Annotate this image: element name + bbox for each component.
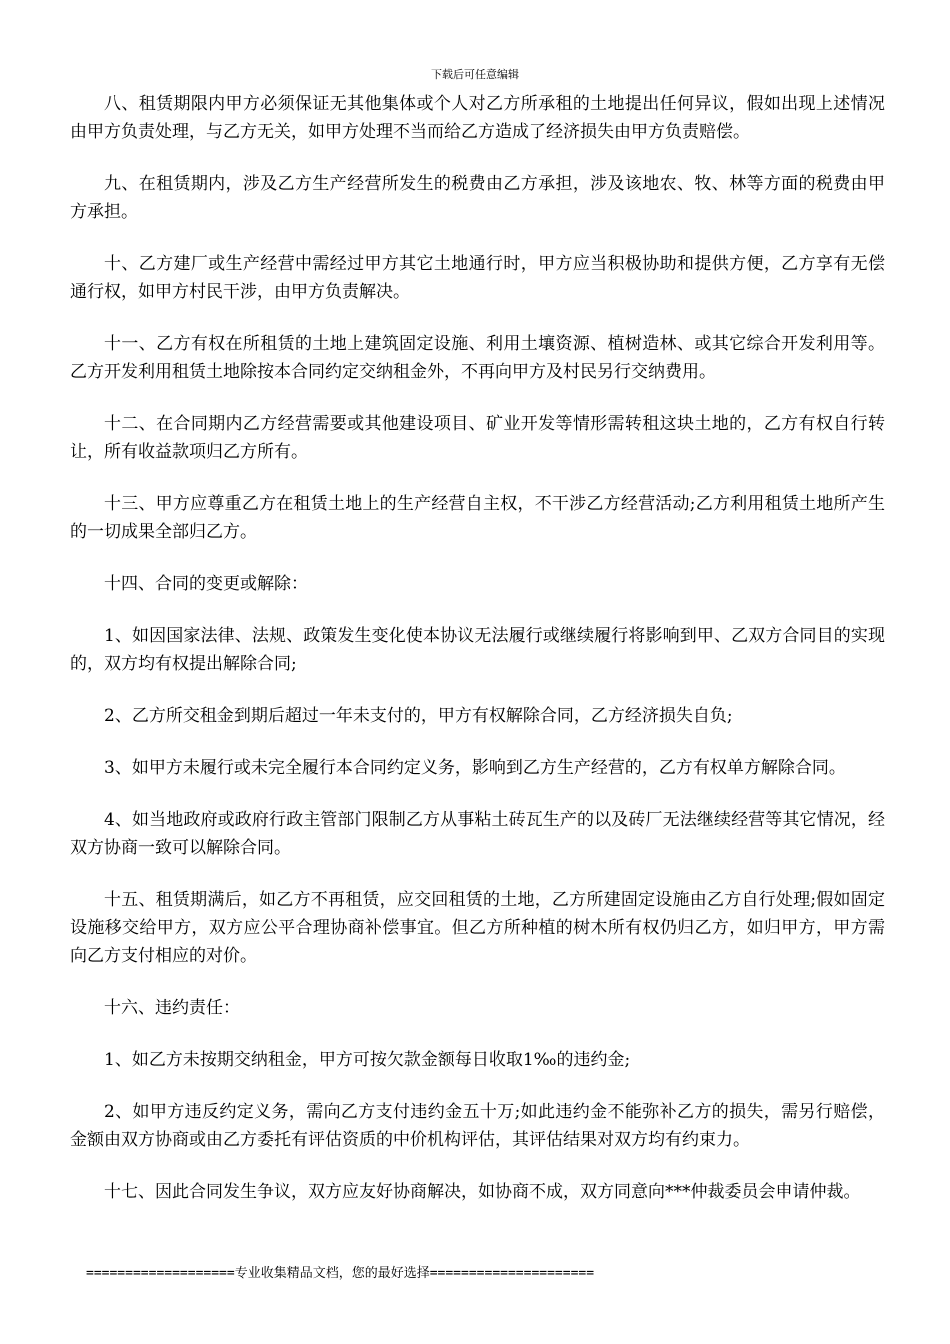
clause-16-heading: 十六、违约责任：	[104, 998, 240, 1018]
clause-14-item-3: 3、如甲方未履行或未完全履行本合同约定义务，影响到乙方生产经营的，乙方有权单方解除合同。	[104, 758, 846, 778]
clause-16-item-1: 1、如乙方未按期交纳租金，甲方可按欠款金额每日收取1‰的违约金;	[104, 1050, 631, 1070]
clause-17: 十七、因此合同发生争议，双方应友好协商解决，如协商不成，双方同意向***仲裁委员会申请仲裁。	[104, 1182, 861, 1202]
clause-14-item-2: 2、乙方所交租金到期后超过一年未支付的，甲方有权解除合同，乙方经济损失自负;	[104, 706, 733, 726]
page-header: 下载后可任意编辑	[431, 68, 519, 81]
clause-8: 八、租赁期限内甲方必须保证无其他集体或个人对乙方所承租的土地提出任何异议，假如出现上述情况由甲方负责处理，与乙方无关，如甲方处理不当而给乙方造成了经济损失由甲方负责赔偿。	[70, 94, 885, 142]
clause-14-heading: 十四、合同的变更或解除：	[104, 574, 308, 594]
clause-16-item-2: 2、如甲方违反约定义务，需向乙方支付违约金五十万;如此违约金不能弥补乙方的损失，需另行赔偿，金额由双方协商或由乙方委托有评估资质的中价机构评估，其评估结果对双方均有约束力。	[70, 1102, 885, 1150]
clause-11: 十一、乙方有权在所租赁的土地上建筑固定设施、利用土壤资源、植树造林、或其它综合开发利用等。乙方开发利用租赁土地除按本合同约定交纳租金外，不再向甲方及村民另行交纳费用。	[70, 334, 885, 382]
page-footer: ===================专业收集精品文档，您的最好选择=====================	[86, 1266, 595, 1281]
clause-9: 九、在租赁期内，涉及乙方生产经营所发生的税费由乙方承担，涉及该地农、牧、林等方面的税费由甲方承担。	[70, 174, 885, 222]
contract-body	[70, 90, 885, 1230]
clause-12: 十二、在合同期内乙方经营需要或其他建设项目、矿业开发等情形需转租这块土地的，乙方有权自行转让，所有收益款项归乙方所有。	[70, 414, 885, 462]
clause-14-item-4: 4、如当地政府或政府行政主管部门限制乙方从事粘土砖瓦生产的以及砖厂无法继续经营等其它情况，经双方协商一致可以解除合同。	[70, 810, 885, 858]
clause-14-item-1: 1、如因国家法律、法规、政策发生变化使本协议无法履行或继续履行将影响到甲、乙双方合同目的实现的，双方均有权提出解除合同;	[70, 626, 885, 674]
clause-13: 十三、甲方应尊重乙方在租赁土地上的生产经营自主权，不干涉乙方经营活动;乙方利用租赁土地所产生的一切成果全部归乙方。	[70, 494, 885, 542]
clause-15: 十五、租赁期满后，如乙方不再租赁，应交回租赁的土地，乙方所建固定设施由乙方自行处理;假如固定设施移交给甲方，双方应公平合理协商补偿事宜。但乙方所种植的树木所有权仍归乙方，如归甲方，甲方需向乙方支付相应的对价。	[70, 890, 885, 966]
clause-10: 十、乙方建厂或生产经营中需经过甲方其它土地通行时，甲方应当积极协助和提供方便，乙方享有无偿通行权，如甲方村民干涉，由甲方负责解决。	[70, 254, 885, 302]
